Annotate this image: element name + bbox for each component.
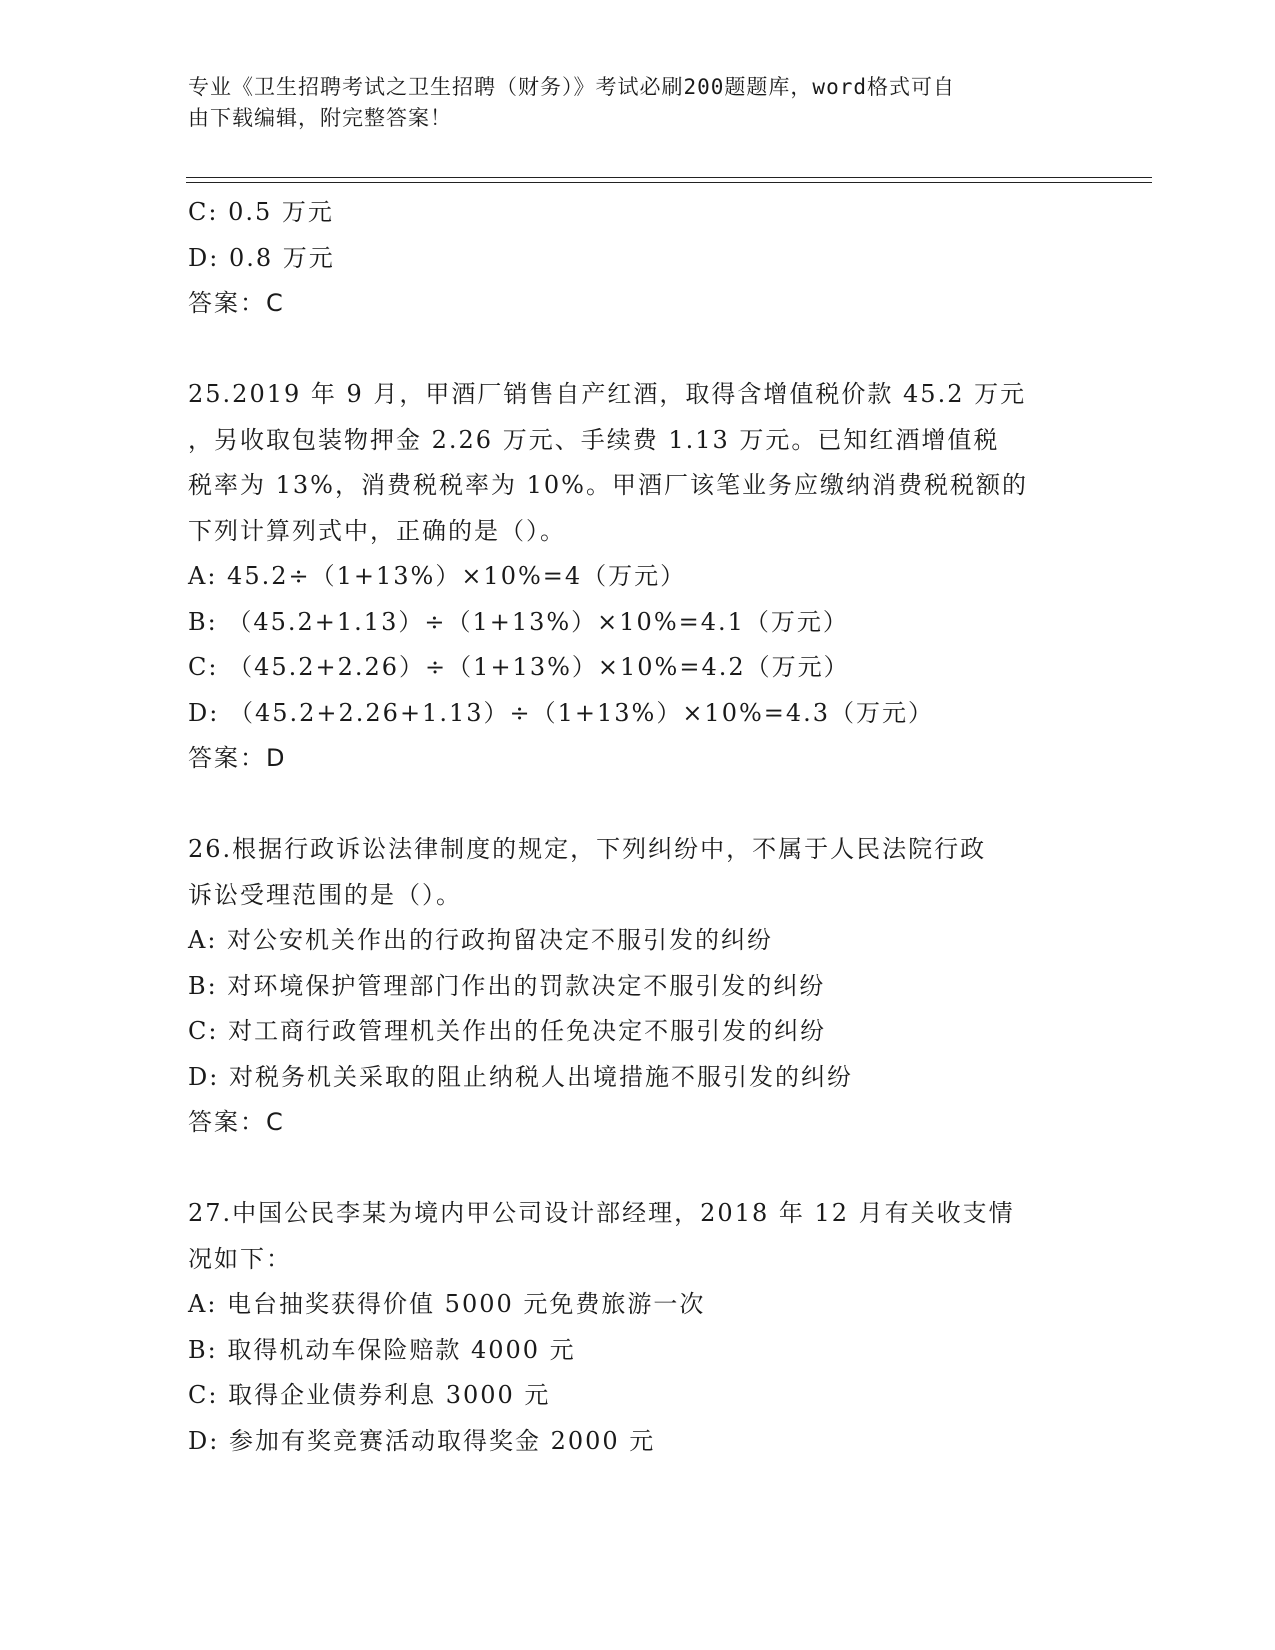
answer-line: 答案：D bbox=[188, 744, 287, 772]
option-b: B: 对环境保护管理部门作出的罚款决定不服引发的纠纷 bbox=[188, 971, 826, 1000]
question-stem-line: 诉讼受理范围的是（）。 bbox=[188, 880, 462, 909]
spacer bbox=[188, 1146, 1088, 1192]
option-d: D: 参加有奖竞赛活动取得奖金 2000 元 bbox=[188, 1426, 656, 1455]
header-line-1: 专业《卫生招聘考试之卫生招聘（财务）》考试必刷200题题库，word格式可自 bbox=[188, 75, 955, 99]
question-stem-line: 25.2019 年 9 月，甲酒厂销售自产红酒，取得含增值税价款 45.2 万元 bbox=[188, 380, 1027, 408]
option-b: B: 取得机动车保险赔款 4000 元 bbox=[188, 1335, 576, 1364]
option-c: C: （45.2+2.26）÷（1+13%）×10%=4.2（万元） bbox=[188, 653, 850, 681]
document-body bbox=[188, 190, 1088, 1464]
option-d: D: （45.2+2.26+1.13）÷（1+13%）×10%=4.3（万元） bbox=[188, 698, 935, 727]
option-a: A: 45.2÷（1+13%）×10%=4（万元） bbox=[188, 562, 687, 590]
header-divider-bottom bbox=[186, 182, 1152, 183]
question-26 bbox=[188, 827, 1088, 1146]
option-c: C: 对工商行政管理机关作出的任免决定不服引发的纠纷 bbox=[188, 1017, 827, 1045]
question-stem-line: 税率为 13%，消费税税率为 10%。甲酒厂该笔业务应缴纳消费税税额的 bbox=[188, 471, 1028, 499]
option-c: C: 0.5 万元 bbox=[188, 198, 334, 226]
question-stem-line: 下列计算列式中，正确的是（）。 bbox=[188, 516, 566, 545]
option-d: D: 对税务机关采取的阻止纳税人出境措施不服引发的纠纷 bbox=[188, 1062, 853, 1091]
header-divider-top bbox=[186, 177, 1152, 178]
question-24-tail bbox=[188, 190, 1088, 327]
spacer bbox=[188, 782, 1088, 828]
answer-line: 答案：C bbox=[188, 1108, 285, 1136]
question-stem-line: ，另收取包装物押金 2.26 万元、手续费 1.13 万元。已知红酒增值税 bbox=[188, 425, 1000, 454]
header-line-2: 由下载编辑，附完整答案！ bbox=[188, 106, 452, 130]
question-stem-line: 26.根据行政诉讼法律制度的规定，下列纠纷中，不属于人民法院行政 bbox=[188, 835, 987, 863]
option-a: A: 电台抽奖获得价值 5000 元免费旅游一次 bbox=[188, 1290, 706, 1318]
question-stem-line: 况如下： bbox=[188, 1244, 292, 1273]
question-stem-line: 27.中国公民李某为境内甲公司设计部经理，2018 年 12 月有关收支情 bbox=[188, 1199, 1015, 1227]
spacer bbox=[188, 327, 1088, 373]
option-c: C: 取得企业债券利息 3000 元 bbox=[188, 1381, 551, 1409]
option-b: B: （45.2+1.13）÷（1+13%）×10%=4.1（万元） bbox=[188, 607, 849, 636]
answer-line: 答案：C bbox=[188, 289, 285, 317]
option-d: D: 0.8 万元 bbox=[188, 243, 335, 272]
option-a: A: 对公安机关作出的行政拘留决定不服引发的纠纷 bbox=[188, 926, 774, 954]
question-25 bbox=[188, 372, 1088, 782]
document-header bbox=[188, 72, 1068, 134]
question-27 bbox=[188, 1191, 1088, 1464]
